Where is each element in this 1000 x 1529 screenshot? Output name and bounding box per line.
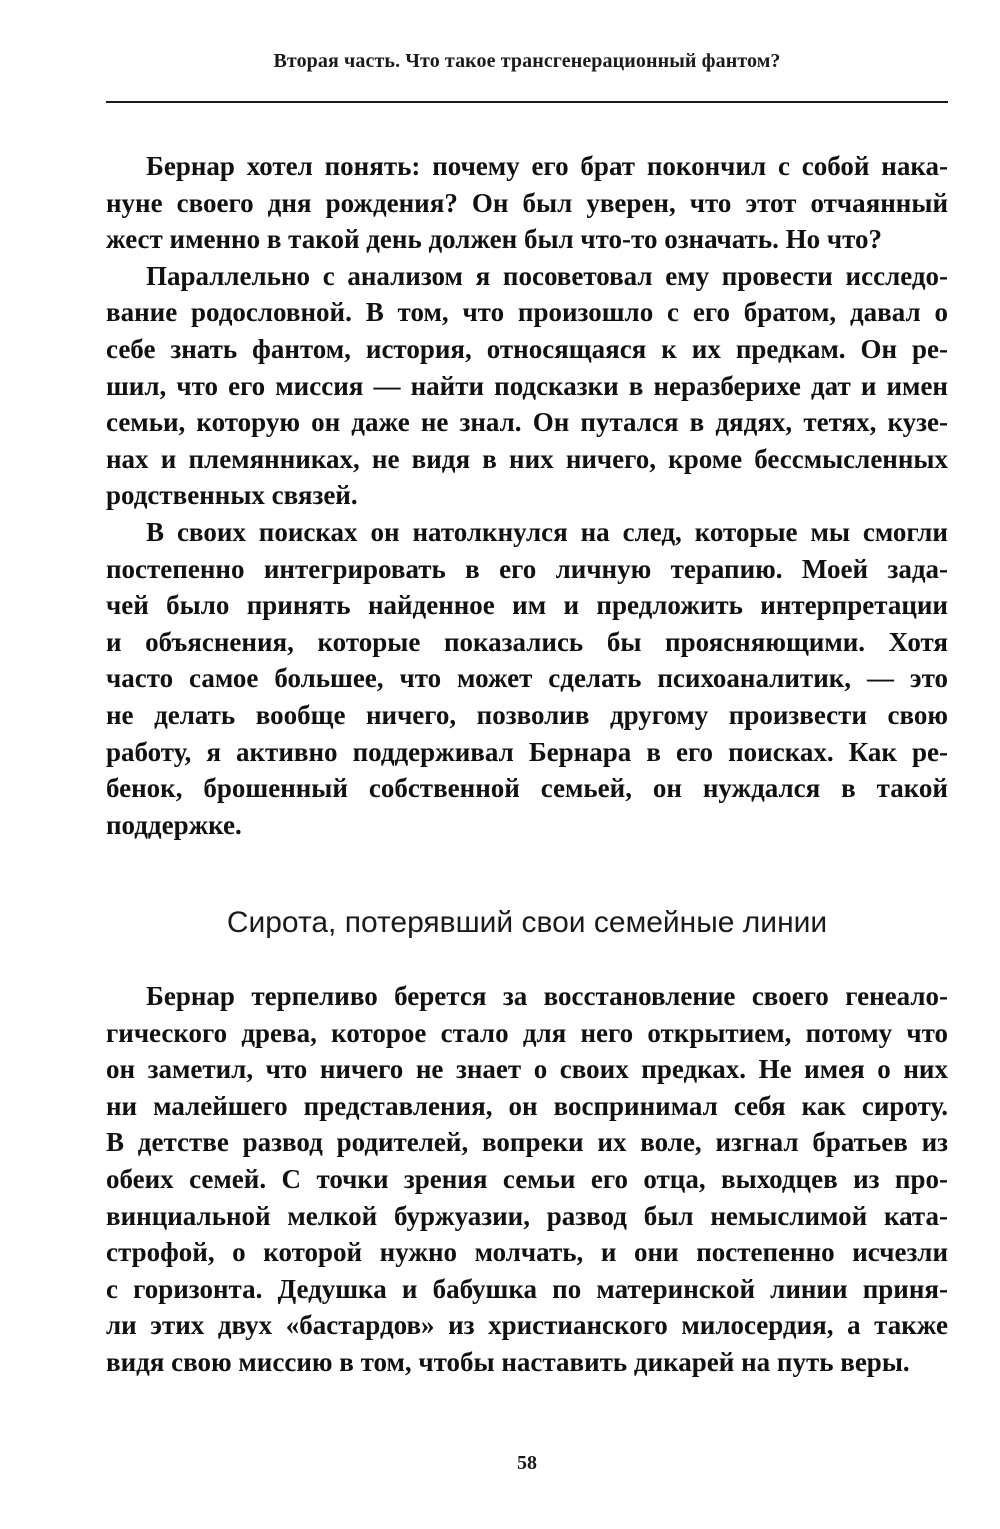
page-number: 58 xyxy=(517,1452,537,1474)
text-line: он заметил, что ничего не знает о своих предках. Не имея о них xyxy=(106,1054,948,1085)
running-header: Вторая часть. Что такое трансгенерационный фантом? xyxy=(273,50,781,72)
text-line: часто самое большее, что может сделать психоаналитик, — это xyxy=(106,663,948,694)
text-line: постепенно интегрировать в его личную терапию. Моей зада- xyxy=(106,553,948,584)
text-line: нуне своего дня рождения? Он был уверен, что этот отчаянный xyxy=(106,187,948,218)
text-line: поддержке. xyxy=(106,809,242,840)
text-line: вание родословной. В том, что произошло с его братом, давал о xyxy=(106,297,948,328)
text-line: чей было принять найденное им и предложить интерпретации xyxy=(106,590,948,621)
body-text-bottom xyxy=(106,978,948,1381)
text-line: видя свою миссию в том, чтобы наставить дикарей на путь веры. xyxy=(106,1346,910,1377)
text-line: ли этих двух «бастардов» из христианского милосердия, а также xyxy=(106,1310,948,1341)
text-line: с горизонта. Дедушка и бабушка по материнской линии приня- xyxy=(106,1273,948,1304)
text-line: не делать вообще ничего, позволив другому произвести свою xyxy=(106,699,948,730)
text-line: В детстве развод родителей, вопреки их воле, изгнал братьев из xyxy=(106,1127,948,1158)
text-line: ни малейшего представления, он воспринимал себя как сироту. xyxy=(106,1090,948,1121)
section-heading: Сирота, потерявший свои семейные линии xyxy=(226,906,828,939)
text-line: Бернар хотел понять: почему его брат покончил с собой нака- xyxy=(146,151,948,181)
text-line: винциальной мелкой буржуазии, развод был немыслимой ката- xyxy=(106,1200,948,1231)
text-line: семьи, которую он даже не знал. Он путался в дядях, тетях, кузе- xyxy=(106,407,948,438)
text-line: В своих поисках он натолкнулся на след, которые мы смогли xyxy=(146,516,948,547)
body-text-top xyxy=(106,148,948,843)
text-line: бенок, брошенный собственной семьей, он нуждался в такой xyxy=(106,773,948,804)
text-line: Бернар терпеливо берется за восстановление своего генеало- xyxy=(146,981,948,1011)
text-line: шил, что его миссия — найти подсказки в неразберихе дат и имен xyxy=(106,370,948,401)
text-line: и объяснения, которые показались бы проясняющими. Хотя xyxy=(106,626,948,657)
text-line: жест именно в такой день должен был что-то означать. Но что? xyxy=(106,224,882,255)
text-line: работу, я активно поддерживал Бернара в его поисках. Как ре- xyxy=(106,736,948,767)
text-line: нах и племянниках, не видя в них ничего, кроме бессмысленных xyxy=(106,443,948,474)
text-line: себе знать фантом, история, относящаяся к их предкам. Он ре- xyxy=(106,333,948,364)
text-line: родственных связей. xyxy=(106,480,358,511)
text-line: обеих семей. С точки зрения семьи его отца, выходцев из про- xyxy=(106,1163,948,1194)
text-line: строфой, о которой нужно молчать, и они постепенно исчезли xyxy=(106,1237,948,1268)
text-line: гического древа, которое стало для него открытием, потому что xyxy=(106,1017,948,1048)
header-divider xyxy=(106,101,948,103)
text-line: Параллельно с анализом я посоветовал ему провести исследо- xyxy=(146,260,948,291)
